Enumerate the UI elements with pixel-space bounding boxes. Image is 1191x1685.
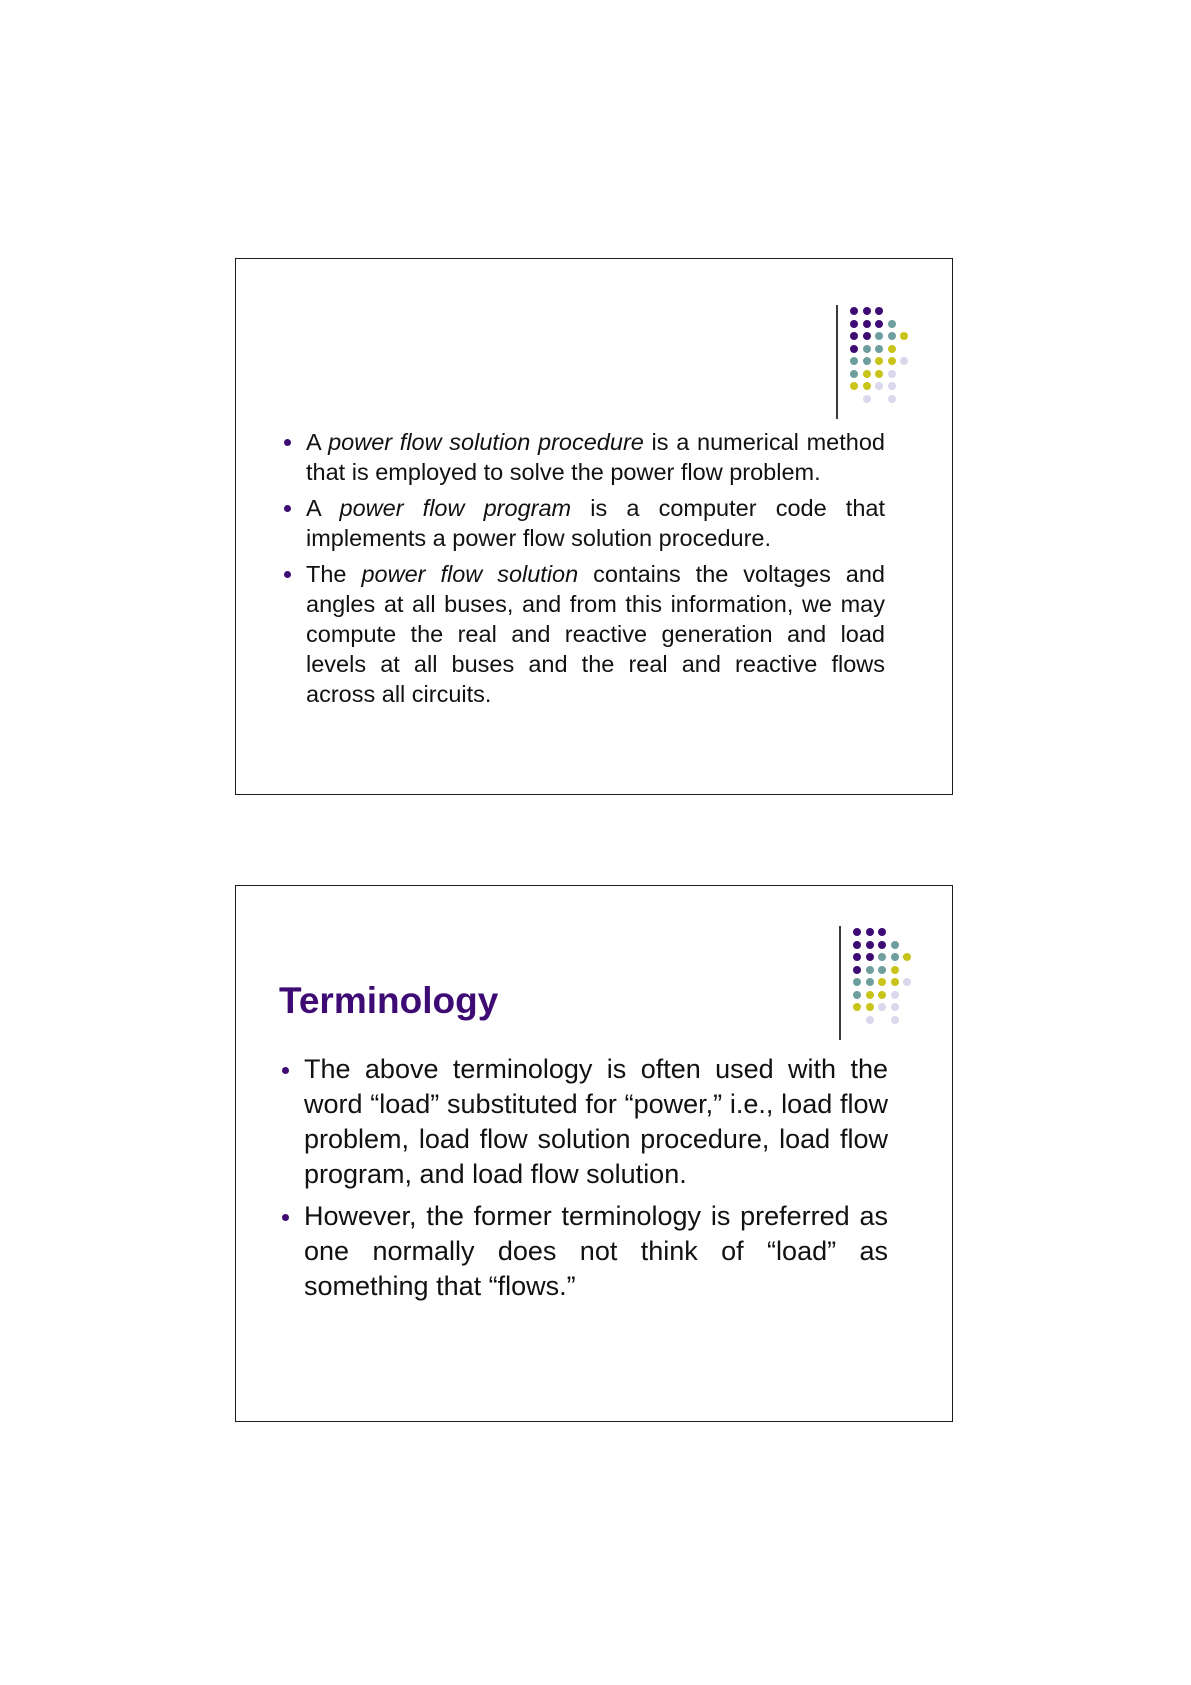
decorative-dot (903, 978, 911, 986)
decorative-dot (878, 1003, 886, 1011)
decorative-dot (888, 320, 896, 328)
decorative-dot (866, 1016, 874, 1024)
bullet-list (304, 1052, 888, 1311)
bullet-text: is a computer code that implements a power flow solution procedure. (306, 495, 885, 551)
bullet-text: contains the voltages and angles at all buses, and from this information, we may compute the real and reactive generation and load levels at all buses and the real and reactive flows across all circuits. (306, 561, 885, 707)
decorative-dot (853, 991, 861, 999)
bullet-icon (282, 1067, 289, 1074)
decorative-dot (888, 345, 896, 353)
decorative-dot (900, 357, 908, 365)
decorative-dot (878, 953, 886, 961)
decorative-dot (866, 991, 874, 999)
bullet-icon (284, 439, 291, 446)
bullet-item (306, 427, 885, 487)
bullet-text: is a numerical method that is employed to solve the power flow problem. (306, 429, 885, 485)
decorative-dot (863, 332, 871, 340)
bullet-text: The above terminology is often used with the word “load” substituted for “power,” i.e., load flow problem, load flow solution procedure, load flow program, and load flow solution. (304, 1054, 888, 1189)
decorative-dot (875, 370, 883, 378)
bullet-emphasis: power flow solution (361, 561, 579, 587)
decorative-dot (875, 345, 883, 353)
decorative-dot (850, 332, 858, 340)
decorative-dot (853, 953, 861, 961)
bullet-item (306, 559, 885, 709)
decorative-dot (853, 928, 861, 936)
decorative-dot (863, 370, 871, 378)
decorative-dot (863, 357, 871, 365)
slide-1 (235, 258, 953, 795)
decorative-divider (836, 305, 838, 419)
decorative-dot (866, 966, 874, 974)
decorative-dot (900, 332, 908, 340)
decorative-dot (888, 395, 896, 403)
decorative-dot (863, 307, 871, 315)
decorative-dot (878, 991, 886, 999)
decorative-dot (866, 928, 874, 936)
bullet-text: However, the former terminology is preferred as one normally does not think of “load” as something that “flows.” (304, 1201, 888, 1301)
decorative-dot (850, 307, 858, 315)
decorative-dot (850, 370, 858, 378)
decorative-dot (878, 928, 886, 936)
decorative-dot (888, 370, 896, 378)
decorative-dot (891, 991, 899, 999)
decorative-dot (903, 953, 911, 961)
decorative-dot (850, 345, 858, 353)
bullet-item (304, 1052, 888, 1192)
bullet-emphasis: power flow program (339, 495, 572, 521)
bullet-icon (284, 571, 291, 578)
decorative-dot (888, 357, 896, 365)
decorative-dot (863, 395, 871, 403)
decorative-dot (866, 978, 874, 986)
decorative-dot (853, 941, 861, 949)
slide-2 (235, 885, 953, 1422)
decorative-dot (891, 966, 899, 974)
decorative-dot (875, 382, 883, 390)
decorative-dot (891, 953, 899, 961)
bullet-text: The (306, 561, 362, 587)
decorative-dot (853, 966, 861, 974)
decorative-dot (891, 978, 899, 986)
decorative-dot (853, 978, 861, 986)
bullet-item (304, 1199, 888, 1304)
bullet-item (306, 493, 885, 553)
decorative-dot (866, 1003, 874, 1011)
decorative-divider (839, 926, 841, 1040)
decorative-dot (875, 307, 883, 315)
decorative-dot (875, 320, 883, 328)
decorative-dot (888, 382, 896, 390)
slide-title: Terminology (279, 980, 499, 1021)
decorative-dot (875, 332, 883, 340)
decorative-dot (866, 941, 874, 949)
decorative-dot (850, 357, 858, 365)
decorative-dot (850, 382, 858, 390)
decorative-dot (878, 941, 886, 949)
decorative-dot (863, 320, 871, 328)
decorative-dot (891, 1016, 899, 1024)
decorative-dot (863, 345, 871, 353)
bullet-text: A (306, 429, 329, 455)
decorative-dot (891, 941, 899, 949)
decorative-dot (891, 1003, 899, 1011)
decorative-dot (878, 978, 886, 986)
bullet-emphasis: power flow solution procedure (328, 429, 644, 455)
decorative-dot (850, 320, 858, 328)
decorative-dot (875, 357, 883, 365)
bullet-icon (282, 1214, 289, 1221)
bullet-list (306, 427, 885, 715)
bullet-text: A (306, 495, 340, 521)
decorative-dot (853, 1003, 861, 1011)
bullet-icon (284, 505, 291, 512)
decorative-dot (888, 332, 896, 340)
decorative-dot (863, 382, 871, 390)
decorative-dot (866, 953, 874, 961)
decorative-dot (878, 966, 886, 974)
